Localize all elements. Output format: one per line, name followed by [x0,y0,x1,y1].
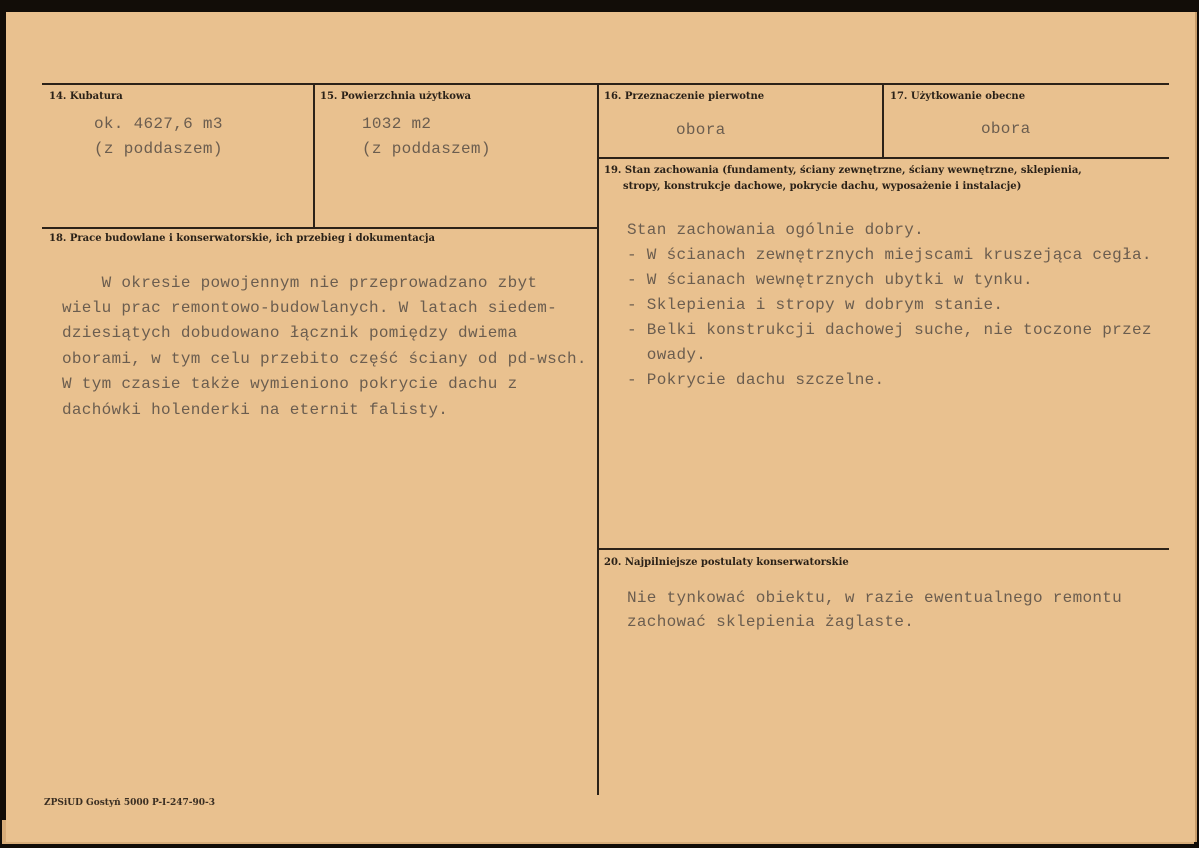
section-19-line-3: - W ścianach wewnętrznych ubytki w tynku. [627,271,1033,289]
section-14-label: 14. Kubatura [49,91,123,102]
section-14-line-1: ok. 4627,6 m3 [94,115,223,133]
section-19-line-2: - W ścianach zewnętrznych miejscami kruszejąca cegła. [627,246,1152,264]
section-19-label-line-2: stropy, konstrukcje dachowe, pokrycie dachu, wyposażenie i instalacje) [623,181,1022,192]
printer-imprint: ZPSiUD Gostyń 5000 P-I-247-90-3 [44,798,216,808]
section-19-line-1: Stan zachowania ogólnie dobry. [627,221,925,239]
record-card [6,12,1197,842]
rule-16-19 [598,157,1169,159]
section-19-label-line-1: 19. Stan zachowania (fundamenty, ściany zewnętrzne, ściany wewnętrzne, sklepienia, [604,165,1082,176]
section-18-line-6: dachówki holenderki na eternit falisty. [62,401,449,419]
section-16-label: 16. Przeznaczenie pierwotne [604,91,765,102]
section-19-line-5: - Belki konstrukcji dachowej suche, nie toczone przez [627,321,1152,339]
section-18-line-4: oborami, w tym celu przebito część ściany od pd-wsch. [62,350,587,368]
section-18-label: 18. Prace budowlane i konserwatorskie, ich przebieg i dokumentacja [49,233,435,244]
top-rule [42,83,1169,85]
section-18-line-5: W tym czasie także wymieniono pokrycie dachu z [62,375,518,393]
section-16-value: obora [676,121,726,139]
section-14-line-2: (z poddaszem) [94,140,223,158]
section-18-line-1: W okresie powojennym nie przeprowadzano zbyt [62,274,538,292]
section-17-label: 17. Użytkowanie obecne [890,91,1026,102]
section-17-value: obora [981,120,1031,138]
section-19-line-7: - Pokrycie dachu szczelne. [627,371,885,389]
divider-16-17 [882,84,884,158]
section-18-line-3: dziesiątych dobudowano łącznik pomiędzy dwiema [62,324,518,342]
section-15-line-2: (z poddaszem) [362,140,491,158]
section-18-line-2: wielu prac remontowo-budowlanych. W latach siedem- [62,299,558,317]
section-20-label: 20. Najpilniejsze postulaty konserwatorskie [604,557,849,568]
section-20-line-2: zachować sklepienia żaglaste. [627,613,915,631]
rule-19-20 [598,548,1169,550]
section-19-line-4: - Sklepienia i stropy w dobrym stanie. [627,296,1004,314]
section-15-label: 15. Powierzchnia użytkowa [320,91,471,102]
rule-14-18 [42,227,598,229]
section-15-line-1: 1032 m2 [362,115,432,133]
section-19-line-6: owady. [627,346,707,364]
section-20-line-1: Nie tynkować obiektu, w razie ewentualnego remontu [627,589,1123,607]
divider-14-15 [313,84,315,228]
center-divider [597,84,599,795]
